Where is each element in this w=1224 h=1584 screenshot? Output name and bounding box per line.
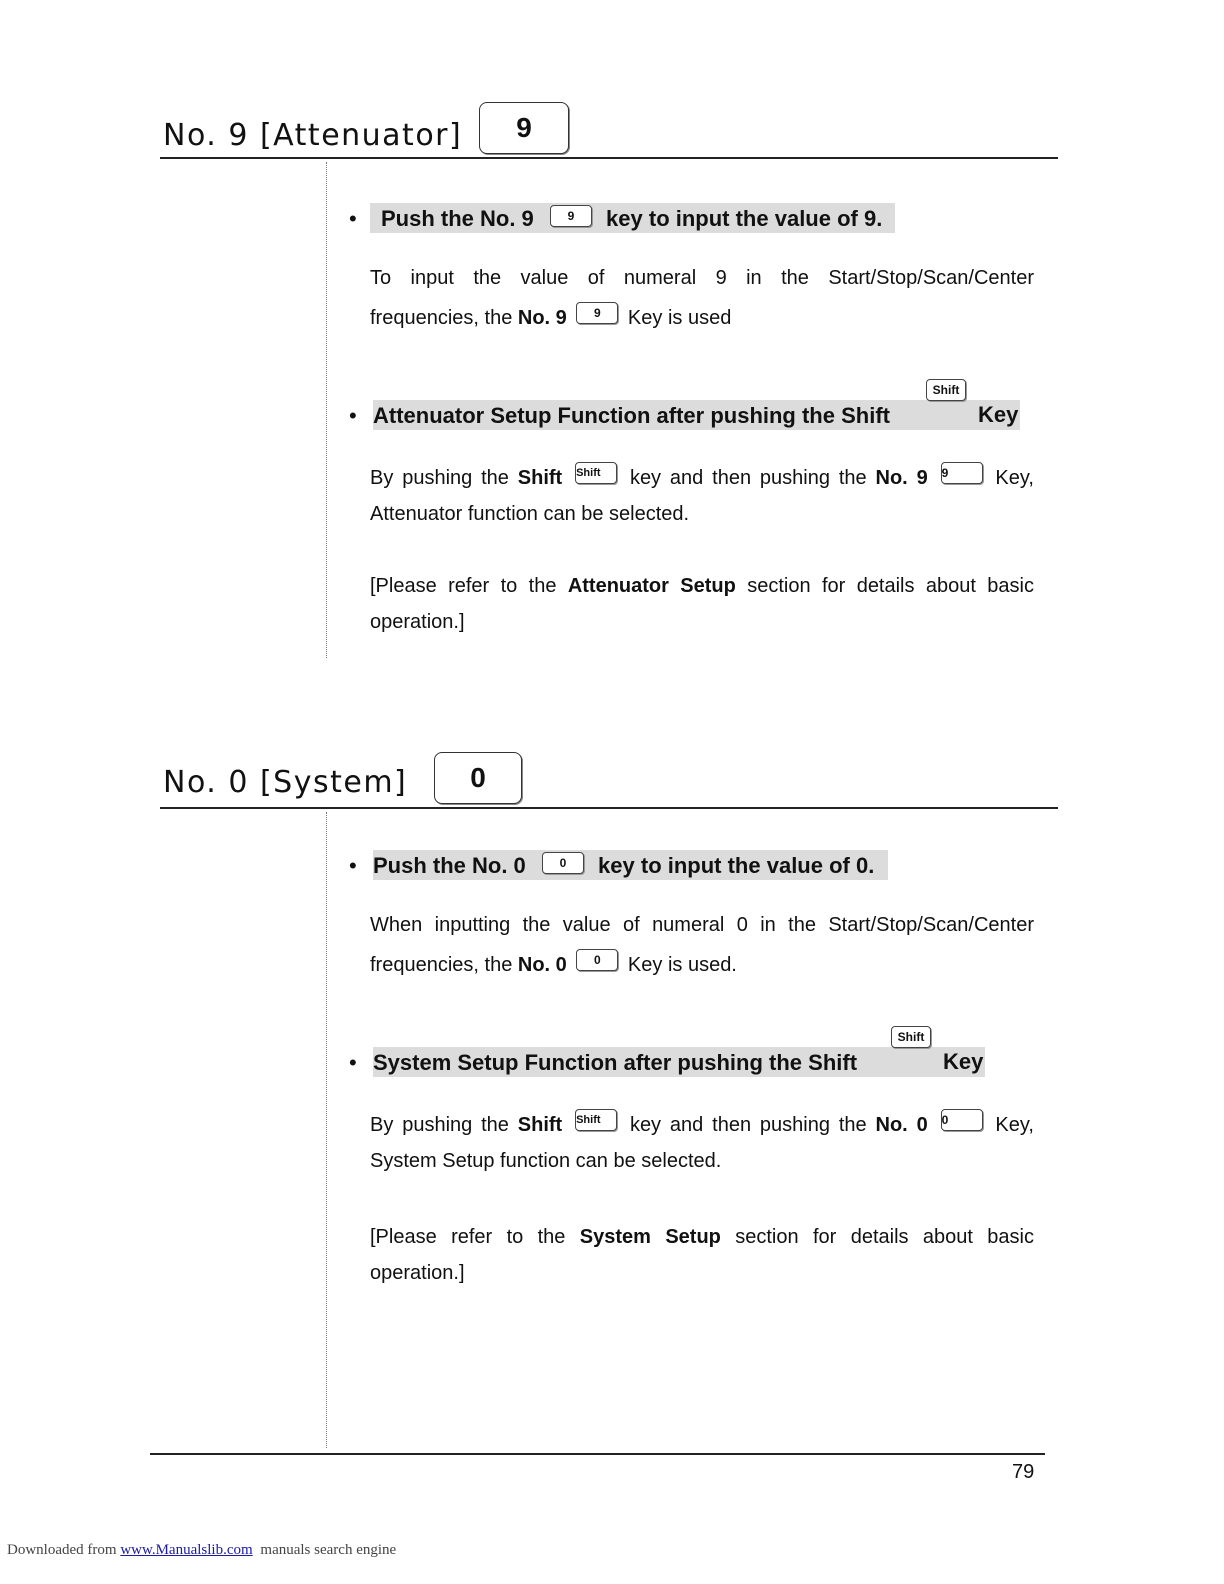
bullet-icon: • [349,403,357,428]
heading-text: key to input the value of 9. [606,206,883,232]
manualslib-link[interactable]: www.Manualslib.com [120,1542,253,1558]
download-footer [7,1542,396,1559]
key-0-icon: 0 [542,852,584,874]
key-name: No. 9 [875,467,928,489]
key-label: 9 [516,112,532,143]
shift-key-icon: Shift [575,462,617,484]
heading-push-no9 [370,203,895,233]
paragraph-shift-9 [370,460,1034,532]
footer-text: manuals search engine [260,1542,397,1558]
bullet-icon: • [349,206,357,231]
paragraph-text: Key, [995,1114,1034,1136]
paragraph-line: operation.] [370,1262,465,1284]
bullet-icon: • [349,1050,357,1075]
key-name: No. 0 [875,1114,928,1136]
heading-push-no0 [373,850,888,880]
heading-text: Push the No. 9 [381,206,534,232]
paragraph-attenuator-reference [370,568,1034,640]
paragraph-line: System Setup function can be selected. [370,1150,722,1172]
paragraph-line [370,1219,1034,1255]
paragraph-text: section for details about basic [735,1226,1034,1248]
paragraph-text: key and then pushing the [629,1114,867,1136]
section-divider [326,162,327,658]
reference-name: System Setup [579,1226,721,1248]
page-number: 79 [1012,1461,1035,1483]
key-0-icon [434,752,522,804]
paragraph-line: When inputting the value of numeral 0 in the Start/Stop/Scan/Center [370,914,1034,936]
key-0-icon: 0 [941,1109,983,1131]
heading-text: Push the No. 0 [373,853,526,879]
heading-system-setup [373,1047,985,1077]
key-9-icon: 9 [550,205,592,227]
shift-key-icon: Shift [926,379,966,401]
key-name: Shift [517,1114,563,1136]
paragraph-text: section for details about basic [747,575,1034,597]
paragraph-text: key and then pushing the [629,467,867,489]
key-name: Shift [517,467,563,489]
paragraph-line: operation.] [370,611,465,633]
paragraph-text: Key is used. [627,954,737,976]
paragraph-text: frequencies, the [370,307,513,329]
paragraph-text: By pushing the [370,1114,509,1136]
paragraph-no0-usage [370,905,1034,985]
shift-key-icon: Shift [575,1109,617,1131]
page-footer-rule [150,1453,1045,1455]
heading-attenuator-setup [373,400,1020,430]
footer-text: Downloaded from [7,1542,117,1558]
heading-text: key to input the value of 0. [598,853,875,879]
paragraph-text: Key is used [627,307,732,329]
heading-text: System Setup Function after pushing the Shift [373,1050,858,1076]
reference-name: Attenuator Setup [567,575,736,597]
key-name: No. 9 [517,307,567,329]
heading-text: Attenuator Setup Function after pushing the Shift [373,403,890,429]
key-9-icon: 9 [576,302,618,324]
paragraph-line [370,1107,1034,1143]
heading-key-word: Key [943,1049,984,1074]
paragraph-text: [Please refer to the [370,1226,566,1248]
paragraph-no9-usage [370,258,1034,338]
paragraph-text: By pushing the [370,467,509,489]
bullet-icon: • [349,853,357,878]
paragraph-system-reference [370,1219,1034,1291]
section-rule [160,807,1058,809]
paragraph-line: Attenuator function can be selected. [370,503,690,525]
section-title-system: No. 0 [System] [163,765,408,800]
paragraph-line: To input the value of numeral 9 in the Start/Stop/Scan/Center [370,267,1034,289]
section-rule [160,157,1058,159]
paragraph-text: Key, [995,467,1034,489]
paragraph-line [370,460,1034,496]
paragraph-text: frequencies, the [370,954,513,976]
key-name: No. 0 [517,954,567,976]
key-9-icon: 9 [941,462,983,484]
key-9-icon [479,102,569,154]
shift-key-icon: Shift [891,1026,931,1048]
paragraph-line [370,568,1034,604]
key-0-icon: 0 [576,949,618,971]
section-title-attenuator: No. 9 [Attenuator] [163,118,463,153]
key-label: 0 [470,762,486,793]
section-divider [326,812,327,1448]
paragraph-text: [Please refer to the [370,575,557,597]
heading-key-word: Key [978,402,1019,427]
paragraph-shift-0 [370,1107,1034,1179]
